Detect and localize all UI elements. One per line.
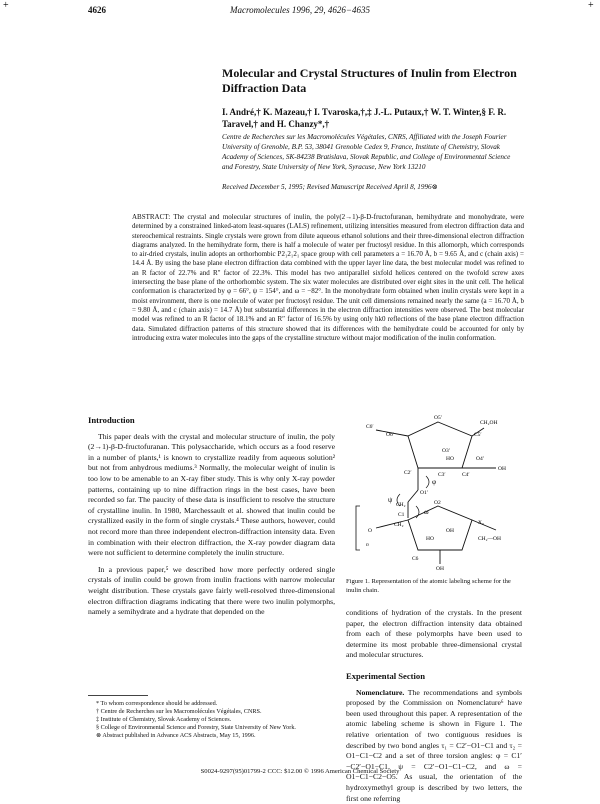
label-o2: O2 [434,500,441,506]
crop-mark-top-right: + [588,0,594,11]
label-phi: φ [432,478,437,486]
crop-mark-top-left: + [3,0,9,11]
label-oh-bot: OH [436,566,444,570]
introduction-heading: Introduction [88,415,135,425]
column-left [88,415,335,618]
label-o3: O3′ [442,448,450,454]
inulin-structure-diagram [346,410,522,570]
label-ch2: CH₂ [396,502,406,508]
label-o4: O4′ [476,456,484,462]
label-c1: C1 [398,512,405,518]
col2-paragraph-1: conditions of hydration of the crystals. In the present paper, the electron diffraction intensity data obtained from each of these polymorphs have been used to determine its most probable three-dimensional crystal and molecular structures. [346,608,522,660]
label-o1: O1′ [420,490,428,496]
label-psi: ψ [388,496,393,504]
label-o6: O6′ [386,432,394,438]
footnote-rule [88,695,148,696]
label-c6-top: C6′ [366,424,374,430]
footnote-cnrs: † Centre de Recherches sur les Macromolécules Végétales, CNRS. [96,708,262,715]
label-oh-top: OH [498,466,506,472]
author-list: I. André,† K. Mazeau,† I. Tvaroska,†,‡ J.-L. Putaux,† W. T. Winter,§ F. R. Taravel,† and H. Chanzy*,† [222,107,507,129]
label-ch2oh-bot: CH₂—OH [478,536,502,542]
label-x0: X₀ [478,520,484,526]
bond-o1-c1 [408,490,418,502]
nomenclature-paragraph [346,688,522,804]
nomenclature-text: The recommendations and symbols proposed by the Commission on Nomenclature⁶ have been used throughout this paper. A representation of the atomic labeling scheme is shown in Figure 1. The relative orientation of two contiguous residues is described by two bond angles τ₁ = C2′−O1−C1 and τ₂ = O1−C1−C2 and a set of three torsion angles: φ = C1′−C2′−O1−C1, ψ = C2′−O1−C1−C2, and ω = O1−C1−C2−O5. As usual, the orientation of the hydroxymethyl group is described by two letters, the first one referring [346,687,522,803]
label-o5: O5′ [434,415,442,421]
figure-1-caption: Figure 1. Representation of the atomic labeling scheme for the inulin chain. [346,578,511,594]
intro-paragraph-1: This paper deals with the crystal and molecular structure of inulin, the poly (2→1)-β-D-fructofuranan. This polysaccharide, which occurs as a food reserve in a number of plants,¹ is known to crystallize readily from aqueous solution² but not from anhydrous mediums.³ Normally, the molecular weight of inulin is too low to be amenable to an X-ray fiber study. This is why only X-ray powder patterns, containing up to nine diffraction rings in the best cases, have been recorded so far. The paucity of these data is insufficient to resolve the structure of crystalline inulin. In 1980, Marchessault et al. showed that inulin could be crystallized easily in the form of single crystals.⁴ These authors, however, could not record more than three independent electron-diffraction intensity data. Even in combination with their electron diffraction, the X-ray powder diagram data were not sufficient to determine completely the inulin structure. [88,431,335,558]
label-ho-mid: HO [426,536,434,542]
page-number: 4626 [88,5,106,15]
journal-citation: Macromolecules 1996, 29, 4626−4635 [230,5,370,15]
figure-1-inulin-structure [346,410,522,570]
label-n: n [366,542,369,548]
phi-arrow [426,476,429,488]
label-omega: ω [424,508,429,516]
nomenclature-heading: Nomenclature. [356,687,405,697]
copyright-line: S0024-9297(95)01799-2 CCC: $12.00 © 1996 American Chemical Society [200,768,400,775]
lower-ring [408,506,472,550]
label-ch2-bot: CH₂ [394,522,404,528]
label-c4: C4′ [462,472,470,478]
label-oh-mid: OH [446,528,454,534]
label-c5: C5′ [474,432,482,438]
label-ho-top: HO [446,456,454,462]
experimental-heading: Experimental Section [346,670,426,681]
repeat-bracket-left [356,506,360,550]
footnotes [88,700,335,740]
footnote-suny: § College of Environmental Science and Forestry, State University of New York. [96,724,296,731]
abstract: ABSTRACT: The crystal and molecular structures of inulin, the poly(2→1)-β-D-fructofuranan, hemihydrate and monohydrate, were determined by a constrained linked-atom least-squares (LALS) refinement, utilizing intensities measured from electron diffraction data and stereochemical restraints. Single crystals were grown from dilute aqueous ethanol solutions and their three-dimensional electron diffraction diagrams analyzed. In the hemihydrate form, there is half a molecule of water per fructosyl residue. In this allomorph, which corresponds to air-dried crystals, inulin adopts an orthorhombic P2₁2₁2₁ space group with cell parameters a = 16.70 Å, b = 9.65 Å, and c (chain axis) = 14.4 Å. By using the base plane electron diffraction data combined with the upper layer line data, the best molecular model was refined to an R factor of 22.7% and R″ factor of 22.3%. This model has two antiparallel sixfold helices centered on the twofold screw axes intersecting the base plane of the orthorhombic system. The six water molecules are distributed over eight sites in the unit cell. The helical conformation is characterized by φ = 66°, ψ = 154°, and ω = −82°. In the monohydrate form obtained when inulin crystals were kept in a moist environment, there is one molecule of water per fructosyl residue. The unit cell dimensions remained nearly the same (a = 16.70 Å, b = 9.80 Å, and c (chain axis) = 14.7 Å) but substantial differences in the electron diffraction intensities were observed. The best molecular model was refined to an R factor of 18.1% and an R″ factor of 16.5% by using only hk0 reflections of the base plane electron diffraction data. Simulated diffraction patterns of this structure showed that its differences with the hemihydrate could be accounted for only by introducing extra water molecules into the gaps of the crystalline structure without major modification of the inulin conformation. [132,213,524,342]
label-c2: C2′ [404,470,412,476]
label-c6-bot: C6 [412,556,419,562]
running-header [0,5,600,19]
affiliations: Centre de Recherches sur les Macromolécules Végétales, CNRS, Affiliated with the Joseph Fourier University of Grenoble, B.P. 53, 38041 Grenoble Cedex 9, France, Institute of Chemistry, Slovak Academy of Sciences, SK-84238 Bratislava, Slovak Republic, and College of Environmental Science and Forestry, State University of New York, Syracuse, New York 13210 [222,133,511,171]
intro-paragraph-2: In a previous paper,⁵ we described how more perfectly ordered single crystals of inulin could be grown from inulin fractions with narrow molecular weight distribution. These crystals gave fairly well-resolved three-dimensional electron diffraction diagrams indicating that there were two inulin polymorphs, namely a semihydrate and a hydrate that depended on the [88,564,335,617]
article-title: Molecular and Crystal Structures of Inulin from Electron Diffraction Data [222,66,517,95]
upper-ring [408,422,472,468]
label-ch2oh-top: CH₂OH [480,420,498,426]
footnote-slovak: ‡ Institute of Chemistry, Slovak Academy of Sciences. [96,716,232,723]
label-c3: C3′ [438,472,446,478]
footnote-abstract-published: ⊗ Abstract published in Advance ACS Abstracts, May 15, 1996. [96,732,256,739]
received-dates: Received December 5, 1995; Revised Manuscript Received April 8, 1996⊗ [222,183,438,191]
footnote-correspondence: * To whom correspondence should be addressed. [96,700,218,707]
bond-lower-ch2oh [472,520,496,530]
label-o-left: O [368,528,372,534]
